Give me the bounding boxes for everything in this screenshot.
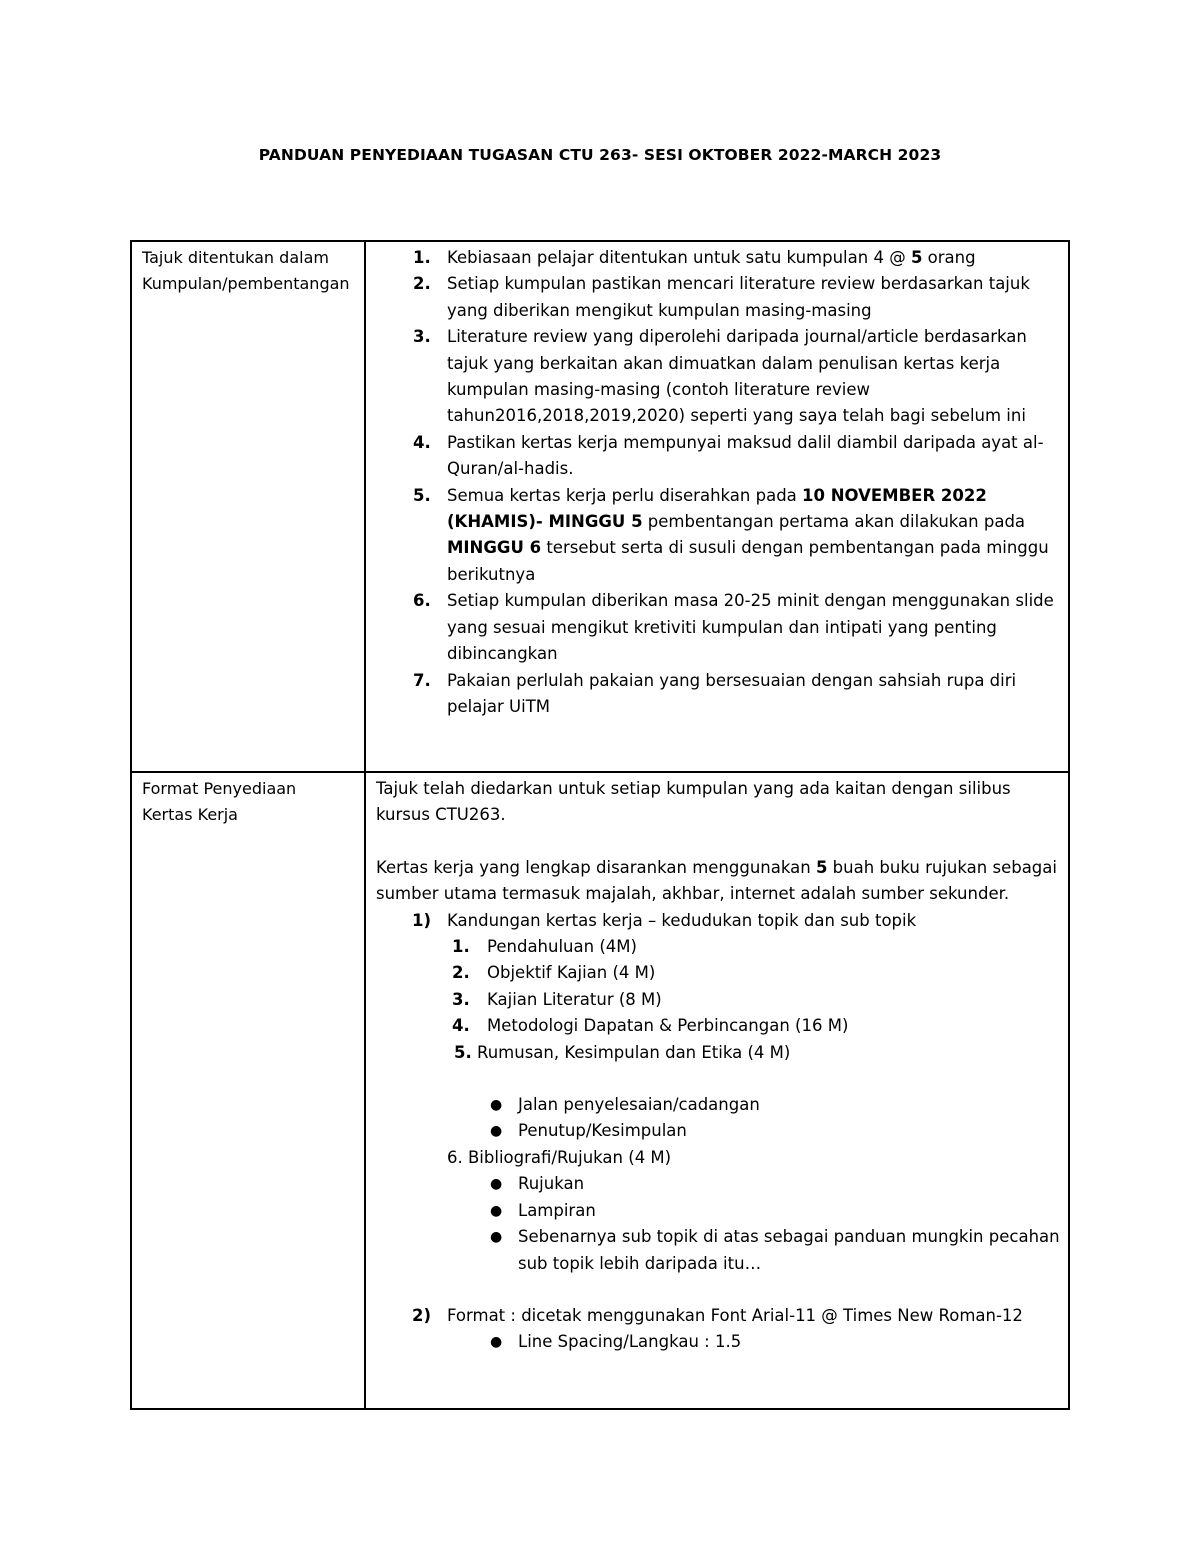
intro-text: buah buku rujukan sebagai sumber utama termasuk majalah, akhbar, internet adalah sumber sekunder. [376,857,1057,904]
sub-list [376,934,1060,1040]
table-row [131,772,1069,1409]
list-number: 3. [413,327,431,347]
list-number: 6. [413,591,431,611]
list-item [376,271,1060,324]
bullet-text: Rujukan [518,1174,585,1194]
bullet-text: Line Spacing/Langkau : 1.5 [518,1332,742,1352]
row-label-line: Kumpulan/pembentangan [142,274,350,294]
list-number: 5. [413,485,431,505]
sub-item [376,987,1060,1013]
row-label [131,772,365,1409]
sub-text: Objektif Kajian (4 M) [487,963,656,983]
sub-item: 6. Bibliografi/Rujukan (4 M) [447,1147,672,1167]
row-content [365,772,1069,1409]
list-text: Pakaian perlulah pakaian yang bersesuaian dengan sahsiah rupa diri pelajar UiTM [447,670,1017,716]
row-content [365,241,1069,772]
section-text: Format : dicetak menggunakan Font Arial-11 @ Times New Roman-12 [447,1305,1023,1325]
list-text: 10 NOVEMBER 2022 (KHAMIS)- MINGGU 5 [447,485,987,532]
bullet-icon: ● [490,1334,503,1351]
sub-text: Pendahuluan (4M) [487,937,637,957]
guideline-table [130,240,1070,1410]
list-number: 7. [413,670,431,690]
list-text: tersebut serta di susuli dengan pembentangan pada minggu berikutnya [447,538,1049,584]
bullet-text: Lampiran [518,1200,596,1220]
sub-item [376,934,1060,960]
sub-text: Rumusan, Kesimpulan dan Etika (4 M) [471,1042,791,1062]
sub-item [376,1013,1060,1039]
bullet-list [376,1092,1060,1145]
list-text: Pastikan kertas kerja mempunyai maksud dalil diambil daripada ayat al-Quran/al-hadis. [447,432,1044,479]
list-item [376,588,1060,667]
bullet-text: Sebenarnya sub topik di atas sebagai panduan mungkin pecahan sub topik lebih daripada itu… [518,1227,1060,1273]
bullet-text: Jalan penyelesaian/cadangan [518,1095,760,1115]
bullet-list [376,1329,1060,1355]
table-row [131,241,1069,772]
row-label-line: Format Penyediaan [142,779,297,798]
sub-item [376,1040,1060,1066]
sub-number: 1. [452,937,470,957]
bullet-list [376,1171,1060,1277]
bullet-item [376,1092,1060,1118]
list-text: Literature review yang diperolehi daripada journal/article berdasarkan tajuk yang berkaitan akan dimuatkan dalam penulisan kertas kerja kumpulan masing-masing (contoh literature review tahun2016,2018,2019,2020) seperti yang saya telah bagi sebelum ini [447,327,1027,426]
intro-paragraph [376,855,1060,908]
sub-number: 2. [452,963,470,983]
list-number: 2. [413,274,431,294]
bullet-item [376,1198,1060,1224]
sub-text: Metodologi Dapatan & Perbincangan (16 M) [487,1016,849,1036]
row-label-line: Kertas Kerja [142,805,238,825]
bullet-icon: ● [490,1176,503,1193]
bullet-item [376,1171,1060,1197]
list-number: 1. [413,248,431,267]
bullet-icon: ● [490,1202,503,1219]
bullet-icon: ● [490,1097,503,1114]
list-item [376,324,1060,430]
sub-number: 3. [452,989,470,1009]
list-item [376,668,1060,721]
bullet-item [376,1224,1060,1277]
sub-item [376,960,1060,986]
bullet-text: Penutup/Kesimpulan [518,1121,687,1141]
list-text: orang [922,248,976,267]
list-text: pembentangan pertama akan dilakukan pada [642,512,1026,532]
intro-text: Kertas kerja yang lengkap disarankan menggunakan [376,857,816,877]
list-item [376,483,1060,589]
numbered-list [376,245,1060,720]
list-text: Setiap kumpulan pastikan mencari literature review berdasarkan tajuk yang diberikan mengikut kumpulan masing-masing [447,274,1030,320]
list-number: 4. [413,432,431,452]
sub-text: Kajian Literatur (8 M) [487,989,662,1009]
sub-number: 4. [452,1016,470,1036]
bullet-item [376,1329,1060,1355]
list-text: Kebiasaan pelajar ditentukan untuk satu kumpulan 4 @ [447,248,911,267]
list-text: Semua kertas kerja perlu diserahkan pada [447,485,803,505]
bullet-icon: ● [490,1229,503,1246]
section-number: 1) [412,910,432,930]
list-item [376,430,1060,483]
list-text: 5 [910,248,923,267]
section-text: Kandungan kertas kerja – kedudukan topik dan sub topik [447,910,917,930]
list-text: Setiap kumpulan diberikan masa 20-25 minit dengan menggunakan slide yang sesuai mengikut kretiviti kumpulan dan intipati yang penting dibincangkan [447,591,1054,664]
intro-bold: 5 [815,857,828,877]
sub-number: 5. [454,1042,472,1062]
section-heading [376,1303,1060,1329]
page-title: PANDUAN PENYEDIAAN TUGASAN CTU 263- SESI OKTOBER 2022-MARCH 2023 [258,146,942,164]
intro-paragraph: Tajuk telah diedarkan untuk setiap kumpulan yang ada kaitan dengan silibus kursus CTU263. [376,779,1011,825]
section-heading [376,908,1060,934]
bullet-icon: ● [490,1123,503,1140]
list-text: MINGGU 6 [447,538,542,558]
row-label [131,241,365,772]
row-label-line: Tajuk ditentukan dalam [142,248,329,267]
bullet-item [376,1118,1060,1144]
list-item [376,245,1060,271]
section-number: 2) [412,1305,432,1325]
